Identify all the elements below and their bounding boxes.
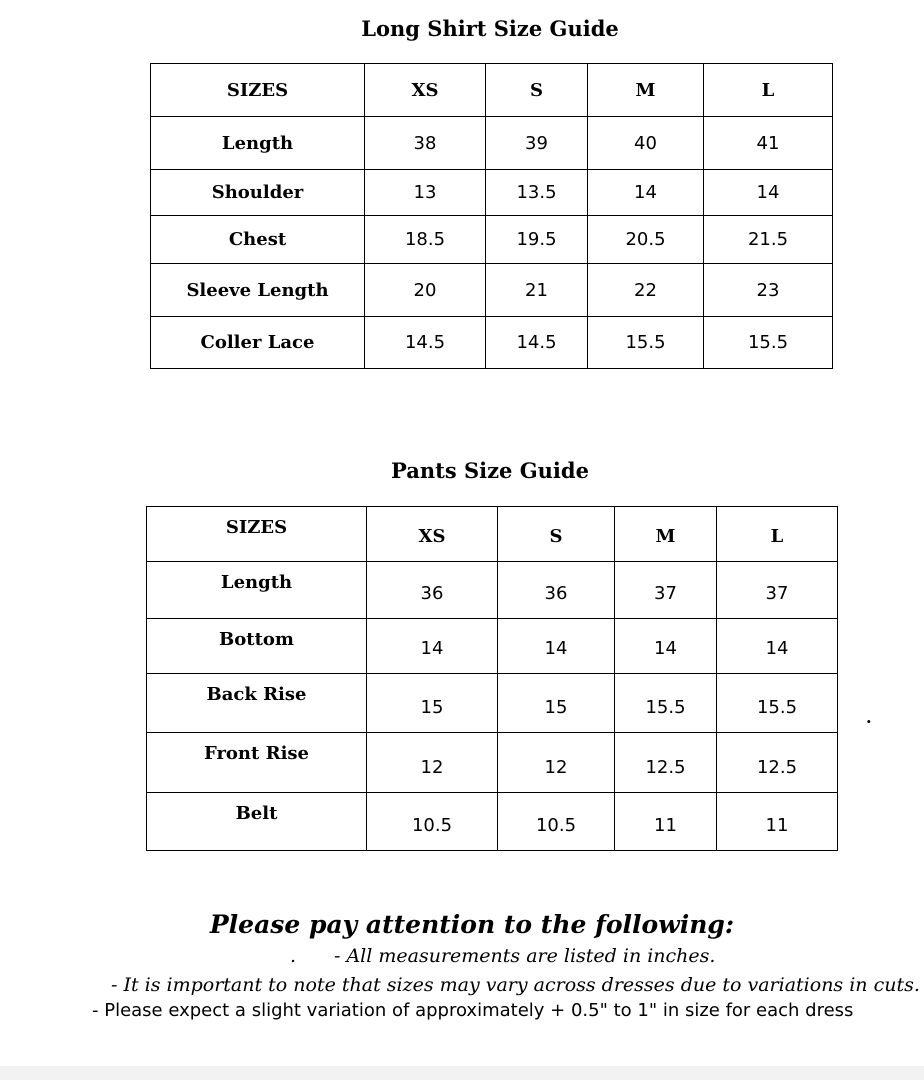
table-cell: 36 (367, 562, 498, 619)
table-cell: 19.5 (486, 216, 588, 264)
row-label: Shoulder (151, 170, 365, 216)
table-row (147, 793, 838, 851)
table-cell: 40 (588, 117, 704, 170)
table-cell: 14.5 (486, 317, 588, 369)
row-label: Length (147, 562, 367, 619)
table-cell: 14.5 (365, 317, 486, 369)
notes-heading: Please pay attention to the following: (209, 910, 735, 939)
bottom-strip (0, 1066, 924, 1080)
table-cell: 14 (717, 619, 838, 674)
table-cell: 10.5 (498, 793, 615, 851)
note-expect-variation: - Please expect a slight variation of approximately + 0.5" to 1" in size for each dress (92, 1000, 854, 1021)
table-cell: 12.5 (615, 733, 717, 793)
note-size-variation: - It is important to note that sizes may vary across dresses due to variations in cuts. (111, 974, 920, 996)
table-cell: 14 (498, 619, 615, 674)
table-cell: 12.5 (717, 733, 838, 793)
table-cell: 15.5 (717, 674, 838, 733)
table-row (147, 619, 838, 674)
column-header: XS (367, 507, 498, 562)
table-cell: 38 (365, 117, 486, 170)
column-header: M (588, 64, 704, 117)
table-cell: 12 (367, 733, 498, 793)
table-cell: 11 (717, 793, 838, 851)
column-header: M (615, 507, 717, 562)
table-cell: 14 (615, 619, 717, 674)
row-label: Back Rise (147, 674, 367, 733)
column-header: SIZES (147, 507, 367, 562)
shirt-size-guide-title: Long Shirt Size Guide (361, 16, 619, 41)
table-header-row (147, 507, 838, 562)
stray-mark: . (866, 708, 872, 727)
table-cell: 15.5 (588, 317, 704, 369)
row-label: Chest (151, 216, 365, 264)
table-cell: 21 (486, 264, 588, 317)
pants-size-guide-title: Pants Size Guide (391, 458, 589, 483)
note-bullet-mark: . (290, 945, 297, 967)
table-cell: 18.5 (365, 216, 486, 264)
table-cell: 10.5 (367, 793, 498, 851)
table-cell: 14 (704, 170, 833, 216)
column-header: SIZES (151, 64, 365, 117)
pants-size-table (146, 506, 838, 851)
table-cell: 37 (717, 562, 838, 619)
table-cell: 22 (588, 264, 704, 317)
table-header-row (151, 64, 833, 117)
table-cell: 14 (367, 619, 498, 674)
table-cell: 23 (704, 264, 833, 317)
table-row (147, 733, 838, 793)
table-cell: 15.5 (704, 317, 833, 369)
table-cell: 11 (615, 793, 717, 851)
column-header: L (717, 507, 838, 562)
table-row (147, 674, 838, 733)
row-label: Coller Lace (151, 317, 365, 369)
table-cell: 36 (498, 562, 615, 619)
table-cell: 14 (588, 170, 704, 216)
table-row (147, 562, 838, 619)
table-row (151, 216, 833, 264)
column-header: S (498, 507, 615, 562)
row-label: Front Rise (147, 733, 367, 793)
table-row (151, 170, 833, 216)
table-cell: 12 (498, 733, 615, 793)
table-row (151, 117, 833, 170)
note-measurements: - All measurements are listed in inches. (334, 945, 716, 967)
shirt-size-table (150, 63, 833, 369)
row-label: Sleeve Length (151, 264, 365, 317)
row-label: Belt (147, 793, 367, 851)
table-cell: 15 (367, 674, 498, 733)
table-cell: 20.5 (588, 216, 704, 264)
table-row (151, 317, 833, 369)
row-label: Bottom (147, 619, 367, 674)
column-header: XS (365, 64, 486, 117)
column-header: S (486, 64, 588, 117)
column-header: L (704, 64, 833, 117)
table-cell: 20 (365, 264, 486, 317)
table-cell: 15.5 (615, 674, 717, 733)
table-cell: 41 (704, 117, 833, 170)
table-cell: 15 (498, 674, 615, 733)
table-cell: 21.5 (704, 216, 833, 264)
table-cell: 13 (365, 170, 486, 216)
row-label: Length (151, 117, 365, 170)
table-cell: 13.5 (486, 170, 588, 216)
table-row (151, 264, 833, 317)
table-cell: 37 (615, 562, 717, 619)
table-cell: 39 (486, 117, 588, 170)
